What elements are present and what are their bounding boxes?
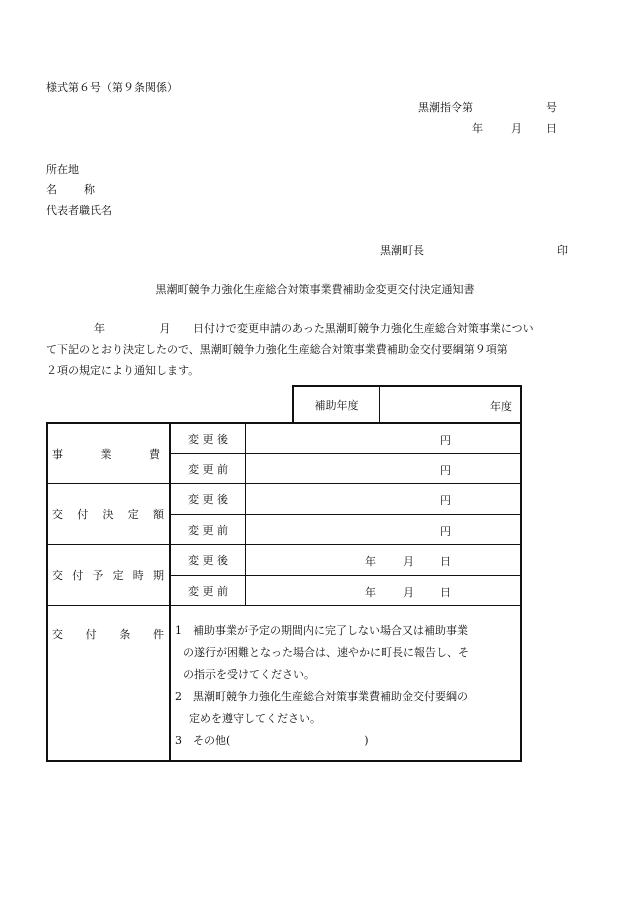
- date-month-unit: 月: [403, 555, 414, 568]
- doc-number-prefix: 黒潮指令第: [418, 101, 473, 114]
- date-year: 年: [472, 122, 483, 135]
- representative-label: 代表者職氏名: [46, 204, 112, 217]
- condition-item: 1 補助事業が予定の期間内に完了しない場合又は補助事業 の遂行が困難となった場合は、速やかに町長に報告し、そ の指示を受けてください。: [175, 624, 469, 681]
- date-year-unit: 年: [365, 586, 376, 599]
- label-grant-amount: 交 付 決 定 額: [52, 508, 164, 521]
- body-line2: て下記のとおり決定したので、黒潮町競争力強化生産総合対策事業費補助金交付要綱第９項第: [46, 343, 508, 356]
- body-line3: ２項の規定により通知します。: [46, 364, 200, 377]
- seal-mark: 印: [557, 244, 568, 257]
- after-label: 変 更 後: [188, 493, 228, 506]
- date-year-unit: 年: [365, 555, 376, 568]
- name-label-2: 称: [84, 183, 95, 196]
- before-label: 変 更 前: [188, 462, 228, 476]
- yen-unit: 円: [440, 434, 451, 447]
- label-grant-schedule: 交 付 予 定 時 期: [52, 569, 164, 582]
- form-label: 様式第６号（第９条関係）: [46, 81, 178, 94]
- condition-item: 2 黒潮町競争力強化生産総合対策事業費補助金交付要綱の 定めを遵守してください。: [175, 690, 468, 725]
- fiscal-year-unit: 年度: [490, 400, 512, 413]
- body-year: 年: [94, 322, 105, 335]
- yen-unit: 円: [440, 525, 451, 538]
- address-label: 所在地: [46, 163, 79, 176]
- document-title: 黒潮町競争力強化生産総合対策事業費補助金変更交付決定通知書: [155, 283, 475, 296]
- name-label-1: 名: [46, 183, 57, 196]
- doc-number-suffix: 号: [546, 101, 557, 114]
- label-grant-conditions: 交 付 条 件: [52, 628, 164, 641]
- issuer-title: 黒潮町長: [380, 244, 424, 257]
- date-month-unit: 月: [403, 586, 414, 599]
- condition-item: 3 その他( ): [175, 734, 369, 747]
- label-project-cost: 事 業 費: [52, 447, 160, 461]
- yen-unit: 円: [440, 464, 451, 477]
- after-label: 変 更 後: [188, 432, 228, 446]
- after-label: 変 更 後: [188, 554, 228, 567]
- date-day-unit: 日: [440, 555, 451, 568]
- date-day-unit: 日: [440, 586, 451, 599]
- body-line1-rest: 日付けで変更申請のあった黒潮町競争力強化生産総合対策事業につい: [193, 322, 534, 335]
- before-label: 変 更 前: [188, 523, 228, 537]
- before-label: 変 更 前: [188, 584, 228, 598]
- date-day: 日: [546, 122, 557, 135]
- body-paragraph: [46, 318, 581, 381]
- body-month: 月: [159, 322, 171, 335]
- date-month: 月: [511, 122, 522, 135]
- fiscal-year-label: 補助年度: [314, 398, 359, 412]
- conditions-list: [175, 620, 520, 752]
- yen-unit: 円: [440, 494, 451, 507]
